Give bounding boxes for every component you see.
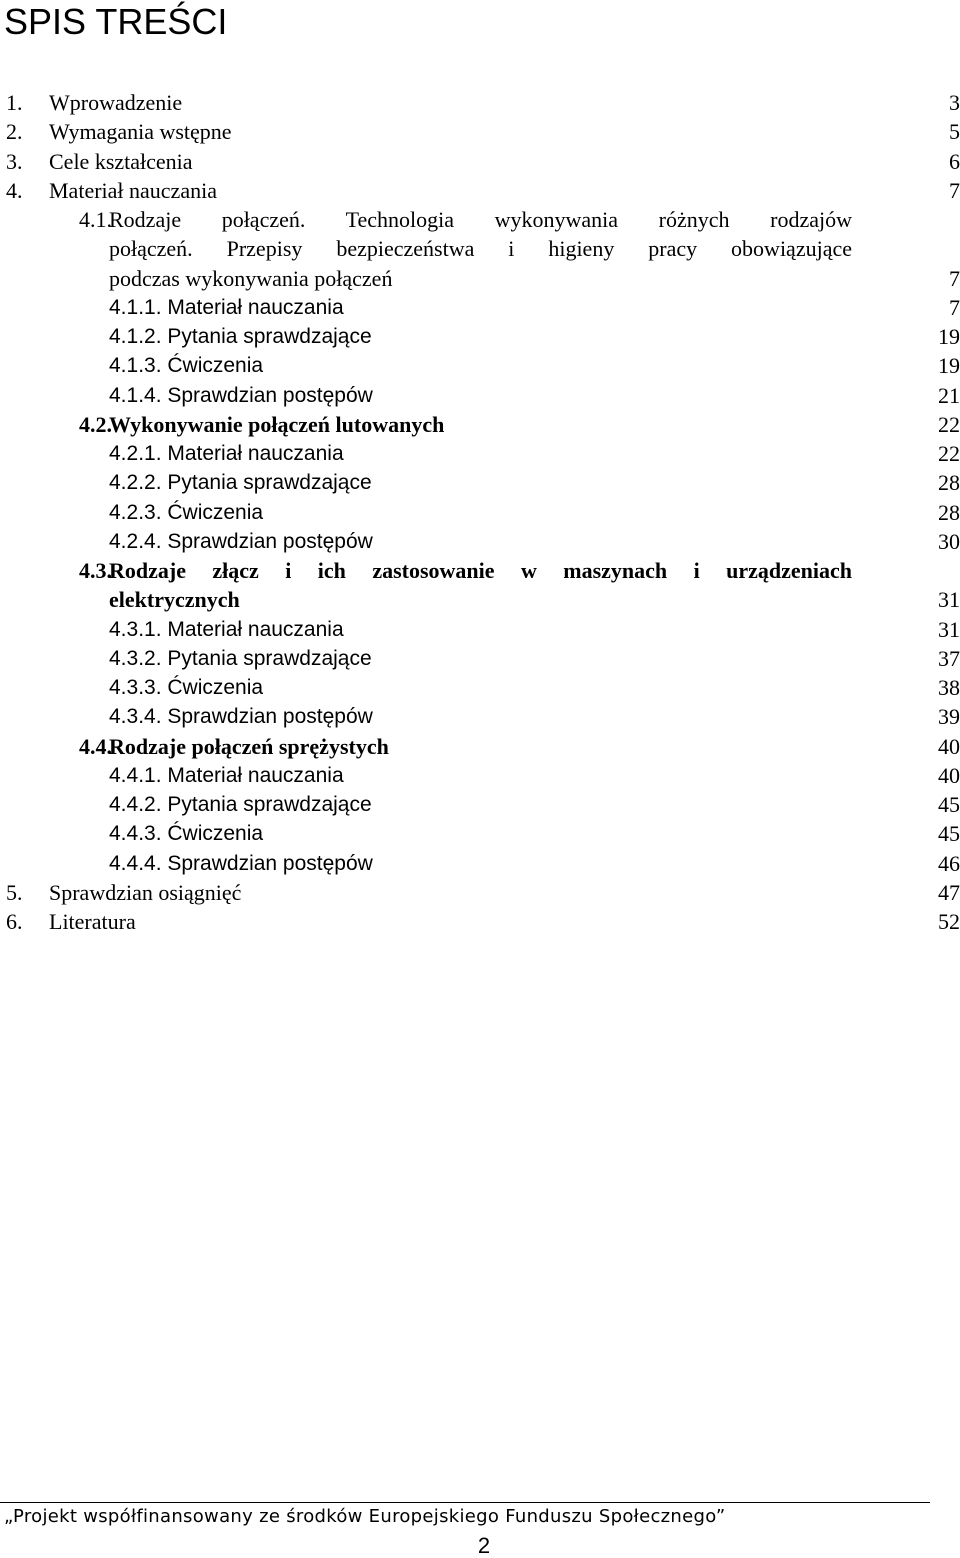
- toc-entry-page: 5: [949, 119, 960, 145]
- toc-subentry[interactable]: [0, 498, 960, 527]
- toc-entry-title: 4.1.1. Materiał nauczania: [109, 295, 344, 319]
- toc-entry-page: 45: [938, 821, 960, 847]
- toc-entry-title: elektrycznych: [109, 587, 240, 613]
- toc-subentry[interactable]: [0, 702, 960, 731]
- toc-entry-number: 1.: [6, 90, 23, 115]
- toc-entry-title: 4.3.3. Ćwiczenia: [109, 676, 264, 699]
- toc-entry-page: 31: [938, 616, 960, 642]
- footer-text: „Projekt współfinansowany ze środków Europejskiego Funduszu Społecznego”: [4, 1506, 726, 1527]
- toc-entry-page: 7: [949, 177, 960, 203]
- toc-entry-title: 4.3.4. Sprawdzian postępów: [109, 705, 373, 729]
- toc-entry-title: Rodzaje połączeń. Technologia wykonywania różnych rodzajów: [109, 207, 852, 232]
- toc-entry-title: 4.2.2. Pytania sprawdzające: [109, 471, 372, 495]
- toc-entry-title: Wymagania wstępne: [49, 119, 232, 145]
- toc-entry-title: 4.2.3. Ćwiczenia: [109, 500, 264, 524]
- toc-entry-title: 4.2.1. Materiał nauczania: [109, 442, 344, 465]
- toc-subentry[interactable]: [0, 849, 960, 878]
- toc-entry-number: 4.1.: [79, 207, 112, 232]
- toc-entry-page: 40: [938, 762, 960, 788]
- toc-entry-page: 40: [938, 733, 960, 759]
- toc-entry-continuation[interactable]: [0, 234, 960, 263]
- toc-entry[interactable]: [0, 907, 960, 936]
- toc-entry-page: 7: [949, 265, 960, 291]
- toc-entry-title: Rodzaje złącz i ich zastosowanie w maszynach i urządzeniach: [109, 558, 852, 583]
- toc-entry-page: 47: [938, 879, 960, 905]
- toc-entry-page: 22: [938, 441, 960, 466]
- toc-entry-title: Cele kształcenia: [49, 148, 193, 174]
- toc-entry-page: 52: [938, 909, 960, 934]
- toc-entry-title: 4.4.4. Sprawdzian postępów: [109, 851, 373, 875]
- toc-entry-page: 39: [938, 704, 960, 730]
- toc-entry[interactable]: [0, 117, 960, 146]
- toc-subentry[interactable]: [0, 761, 960, 790]
- toc-entry-title: podczas wykonywania połączeń: [109, 265, 393, 291]
- toc-subentry[interactable]: [0, 673, 960, 702]
- toc-entry-number: 4.4.: [79, 733, 112, 759]
- toc-entry[interactable]: [0, 410, 960, 439]
- toc-entry[interactable]: [0, 88, 960, 117]
- toc-entry-page: 31: [938, 587, 960, 613]
- toc-entry[interactable]: [0, 732, 960, 761]
- toc-entry-title: 4.1.3. Ćwiczenia: [109, 354, 264, 378]
- toc-entry-title: Wprowadzenie: [49, 90, 183, 115]
- toc-entry[interactable]: [0, 147, 960, 176]
- toc-entry-title: Rodzaje połączeń sprężystych: [109, 733, 389, 759]
- toc-entry-continuation[interactable]: [0, 585, 960, 614]
- toc-entry-page: 21: [938, 382, 960, 408]
- toc-entry-title: Materiał nauczania: [49, 177, 217, 203]
- toc-subentry[interactable]: [0, 439, 960, 468]
- toc-entry-title: 4.4.1. Materiał nauczania: [109, 763, 344, 787]
- toc-subentry[interactable]: [0, 790, 960, 819]
- toc-entry-page: 6: [949, 148, 960, 174]
- footer-divider: [0, 1502, 930, 1503]
- toc-entry-title: Sprawdzian osiągnięć: [49, 879, 242, 905]
- toc-subentry[interactable]: [0, 468, 960, 497]
- toc-entry-title: połączeń. Przepisy bezpieczeństwa i higieny pracy obowiązujące: [109, 236, 852, 262]
- toc-entry-page: 28: [938, 470, 960, 496]
- toc-entry-page: 45: [938, 792, 960, 817]
- toc-subentry[interactable]: [0, 322, 960, 351]
- toc-subentry[interactable]: [0, 819, 960, 848]
- toc-entry-number: 3.: [6, 148, 23, 174]
- toc-entry-number: 4.2.: [79, 411, 112, 437]
- toc-subentry[interactable]: [0, 644, 960, 673]
- toc-entry-number: 4.3.: [79, 558, 112, 583]
- toc-subentry[interactable]: [0, 527, 960, 556]
- toc-entry-page: 19: [938, 324, 960, 349]
- toc-entry-page: 37: [938, 645, 960, 671]
- page-title: SPIS TREŚCI: [4, 1, 228, 42]
- toc-entry-page: 3: [949, 90, 960, 115]
- toc-entry-title: 4.3.2. Pytania sprawdzające: [109, 646, 372, 670]
- toc-entry-page: 38: [938, 675, 960, 700]
- toc-entry-page: 22: [938, 411, 960, 437]
- toc-subentry[interactable]: [0, 615, 960, 644]
- toc-entry-title: 4.4.3. Ćwiczenia: [109, 822, 264, 846]
- toc-entry-page: 7: [949, 294, 960, 320]
- toc-entry[interactable]: [0, 205, 960, 234]
- toc-entry-page: 30: [938, 528, 960, 554]
- toc-entry-title: 4.2.4. Sprawdzian postępów: [109, 529, 373, 553]
- toc-entry-continuation[interactable]: [0, 264, 960, 293]
- toc-entry-title: Wykonywanie połączeń lutowanych: [109, 411, 445, 437]
- toc-entry-number: 2.: [6, 119, 23, 145]
- toc-subentry[interactable]: [0, 293, 960, 322]
- table-of-contents: [0, 88, 960, 936]
- toc-entry-page: 46: [938, 850, 960, 876]
- toc-entry-number: 5.: [6, 879, 23, 905]
- toc-entry-title: 4.1.2. Pytania sprawdzające: [109, 325, 372, 348]
- toc-entry-page: 28: [938, 499, 960, 525]
- page-number: 2: [477, 1533, 491, 1558]
- toc-entry-title: 4.4.2. Pytania sprawdzające: [109, 793, 372, 816]
- toc-entry-title: Literatura: [49, 909, 136, 934]
- toc-entry-title: 4.3.1. Materiał nauczania: [109, 617, 344, 641]
- toc-subentry[interactable]: [0, 381, 960, 410]
- toc-entry[interactable]: [0, 556, 960, 585]
- toc-entry[interactable]: [0, 176, 960, 205]
- toc-entry-number: 6.: [6, 909, 23, 934]
- toc-entry-title: 4.1.4. Sprawdzian postępów: [109, 383, 373, 407]
- toc-subentry[interactable]: [0, 351, 960, 380]
- toc-entry-page: 19: [938, 353, 960, 379]
- toc-entry-number: 4.: [6, 177, 23, 203]
- toc-entry[interactable]: [0, 878, 960, 907]
